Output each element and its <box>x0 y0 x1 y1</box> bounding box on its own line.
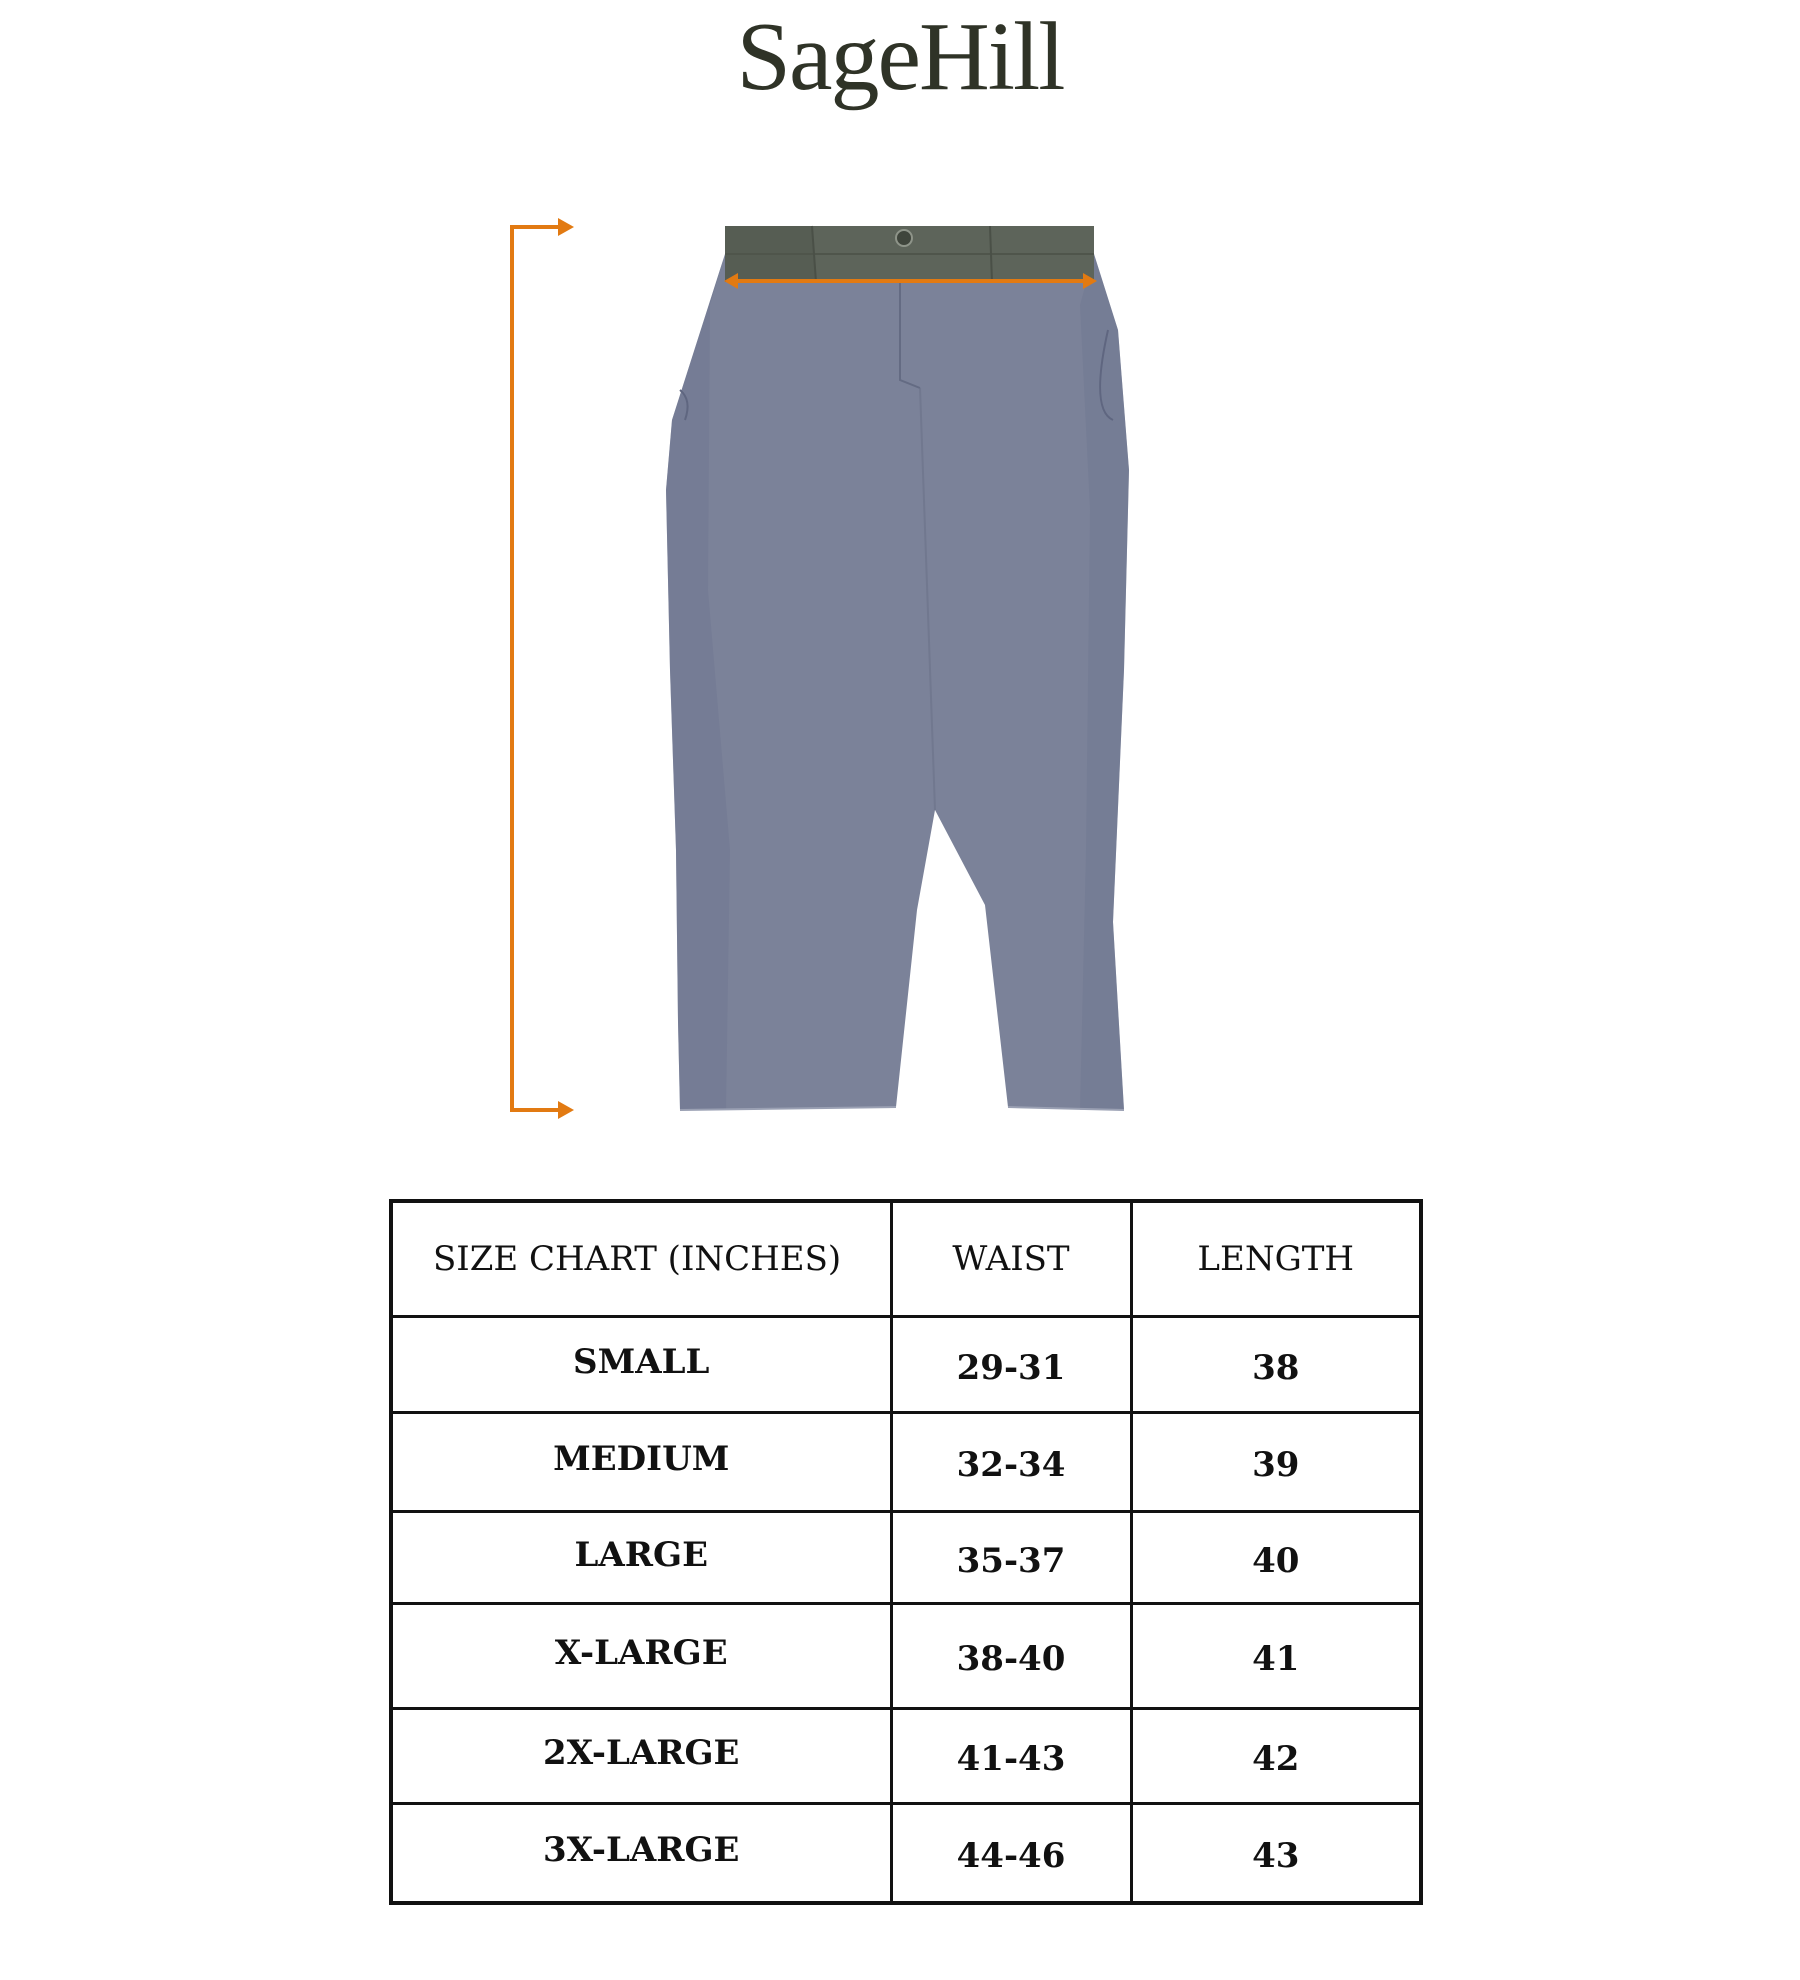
waist-column-header: WAIST <box>891 1201 1131 1317</box>
waist-cell: 35-37 <box>891 1512 1131 1604</box>
pants-measurement-illustration <box>480 210 1160 1130</box>
waist-cell: 29-31 <box>891 1317 1131 1413</box>
length-cell: 43 <box>1131 1804 1421 1904</box>
table-row <box>391 1413 1421 1512</box>
table-header-row <box>391 1201 1421 1317</box>
size-chart-title: SIZE CHART (INCHES) <box>391 1201 891 1317</box>
size-cell: 2X-LARGE <box>391 1709 891 1804</box>
length-column-header: LENGTH <box>1131 1201 1421 1317</box>
waist-cell: 41-43 <box>891 1709 1131 1804</box>
size-cell: LARGE <box>391 1512 891 1604</box>
table-row <box>391 1604 1421 1709</box>
length-arrow-icon <box>512 218 574 1119</box>
size-cell: MEDIUM <box>391 1413 891 1512</box>
table-row <box>391 1804 1421 1904</box>
waist-cell: 38-40 <box>891 1604 1131 1709</box>
size-cell: SMALL <box>391 1317 891 1413</box>
length-cell: 40 <box>1131 1512 1421 1604</box>
table-row <box>391 1709 1421 1804</box>
length-cell: 39 <box>1131 1413 1421 1512</box>
flared-pants-icon <box>666 226 1129 1110</box>
size-cell: 3X-LARGE <box>391 1804 891 1904</box>
length-cell: 38 <box>1131 1317 1421 1413</box>
brand-logo: SageHill <box>736 3 1064 111</box>
table-row <box>391 1512 1421 1604</box>
length-cell: 42 <box>1131 1709 1421 1804</box>
size-chart-table <box>389 1199 1423 1905</box>
waist-cell: 44-46 <box>891 1804 1131 1904</box>
size-cell: X-LARGE <box>391 1604 891 1709</box>
length-cell: 41 <box>1131 1604 1421 1709</box>
table-row <box>391 1317 1421 1413</box>
waist-cell: 32-34 <box>891 1413 1131 1512</box>
